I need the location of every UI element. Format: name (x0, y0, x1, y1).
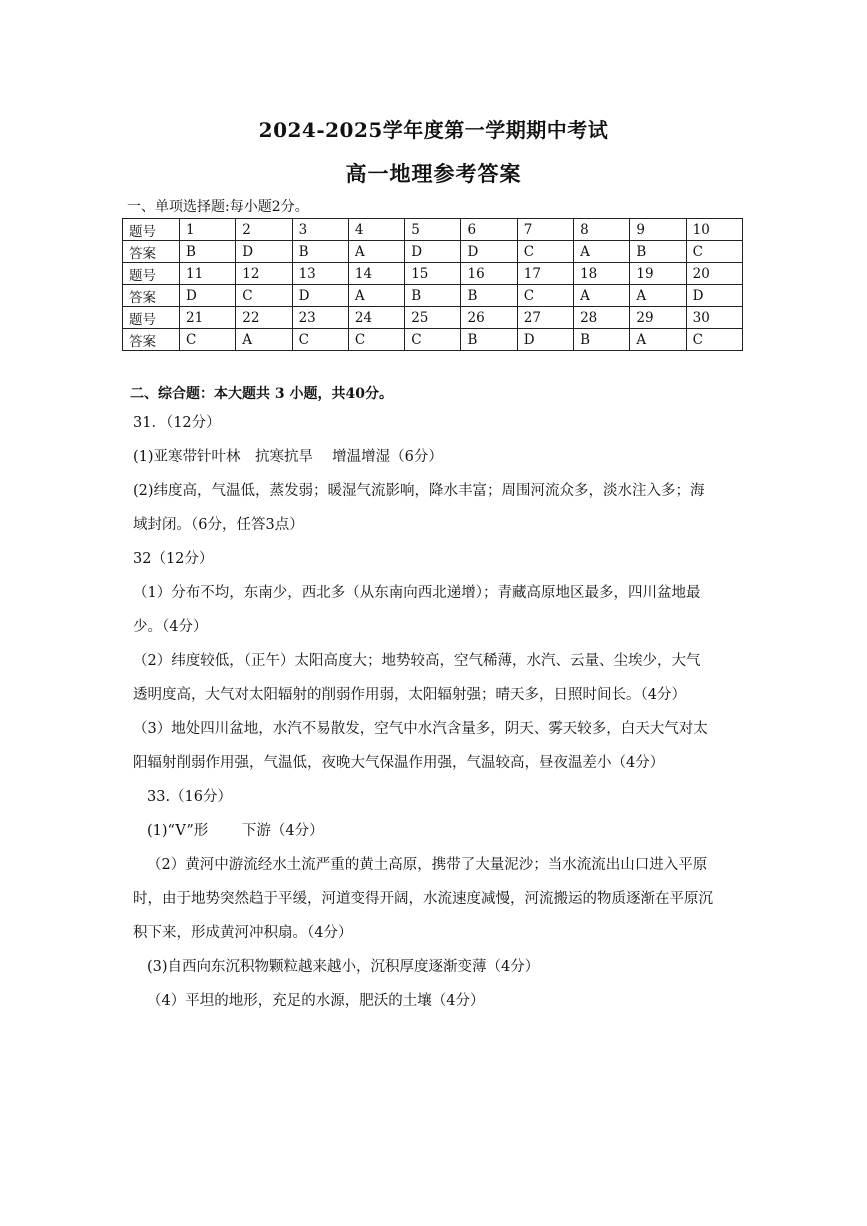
question-number-cell: 26 (461, 307, 517, 329)
answer-cell: B (180, 241, 236, 263)
answer-cell: B (630, 241, 686, 263)
q31-heading: 31．（12分） (133, 415, 221, 431)
page-subtitle: 高一地理参考答案 (345, 161, 522, 186)
question-number-cell: 2 (236, 219, 292, 241)
question-number-cell: 11 (180, 263, 236, 285)
answer-cell: A (348, 241, 404, 263)
answer-cell: A (574, 241, 630, 263)
question-number-cell: 8 (574, 219, 630, 241)
answer-row (123, 241, 743, 263)
question-number-cell: 6 (461, 219, 517, 241)
answer-cell: C (348, 329, 404, 351)
q32-answer-3-line2: 阳辐射削弱作用强，气温低，夜晚大气保温作用强，气温较高，昼夜温差小（4分） (133, 755, 665, 771)
page-title: 2024-2025学年度第一学期期中考试 (258, 118, 609, 142)
answer-row (123, 285, 743, 307)
q32-heading: 32（12分） (133, 551, 214, 567)
q32-answer-1-line2: 少。（4分） (133, 619, 208, 635)
answer-cell: D (405, 241, 461, 263)
question-number-cell: 15 (405, 263, 461, 285)
q33-answer-4: （4）平坦的地形，充足的水源，肥沃的土壤（4分） (147, 993, 485, 1009)
answer-cell: B (461, 329, 517, 351)
answer-cell: A (236, 329, 292, 351)
answer-cell: D (686, 285, 742, 307)
question-number-cell: 1 (180, 219, 236, 241)
answer-cell: D (180, 285, 236, 307)
answer-cell: A (574, 285, 630, 307)
answer-cell: D (236, 241, 292, 263)
row-label-answer: 答案 (123, 285, 180, 307)
answer-cell: C (686, 241, 742, 263)
answer-cell: C (517, 241, 573, 263)
row-label-number: 题号 (123, 263, 180, 285)
answer-cell: C (236, 285, 292, 307)
question-number-cell: 29 (630, 307, 686, 329)
question-number-cell: 9 (630, 219, 686, 241)
q32-answer-2-line1: （2）纬度较低，（正午）太阳高度大；地势较高，空气稀薄，水汽、云量、尘埃少，大气 (133, 653, 701, 669)
answer-cell: A (630, 329, 686, 351)
question-number-cell: 12 (236, 263, 292, 285)
question-number-cell: 17 (517, 263, 573, 285)
question-number-cell: 19 (630, 263, 686, 285)
row-label-number: 题号 (123, 307, 180, 329)
question-number-cell: 7 (517, 219, 573, 241)
answer-table (122, 218, 743, 351)
q32-answer-2-line2: 透明度高，大气对太阳辐射的削弱作用弱，太阳辐射强；晴天多，日照时间长。（4分） (133, 687, 686, 703)
q31-answer-2-line1: (2)纬度高，气温低，蒸发弱；暖湿气流影响，降水丰富；周围河流众多，淡水注入多；海 (133, 483, 705, 499)
answer-cell: A (348, 285, 404, 307)
answer-cell: B (405, 285, 461, 307)
answer-row (123, 329, 743, 351)
question-number-cell: 16 (461, 263, 517, 285)
section1-heading: 一、单项选择题:每小题2分。 (127, 199, 309, 215)
question-number-cell: 28 (574, 307, 630, 329)
q31-answer-2-line2: 域封闭。（6分，任答3点） (133, 517, 304, 533)
answer-cell: D (461, 241, 517, 263)
q33-heading: 33.（16分） (147, 789, 233, 805)
answer-cell: A (630, 285, 686, 307)
answer-cell: B (461, 285, 517, 307)
section2-heading: 二、综合题：本大题共 3 小题，共40分。 (130, 386, 393, 402)
question-number-cell: 30 (686, 307, 742, 329)
question-number-cell: 27 (517, 307, 573, 329)
q33-answer-1: (1)“V”形 下游（4分） (147, 823, 324, 839)
q33-answer-2-line2: 时，由于地势突然趋于平缓，河道变得开阔，水流速度减慢，河流搬运的物质逐渐在平原沉 (133, 891, 713, 907)
question-number-cell: 3 (292, 219, 348, 241)
answer-cell: C (405, 329, 461, 351)
question-number-row (123, 219, 743, 241)
question-number-cell: 13 (292, 263, 348, 285)
answer-cell: C (292, 329, 348, 351)
question-number-cell: 5 (405, 219, 461, 241)
question-number-cell: 18 (574, 263, 630, 285)
question-number-cell: 25 (405, 307, 461, 329)
q33-answer-3: (3)自西向东沉积物颗粒越来越小，沉积厚度逐渐变薄（4分） (147, 959, 540, 975)
question-number-cell: 4 (348, 219, 404, 241)
answer-cell: D (517, 329, 573, 351)
answer-cell: D (292, 285, 348, 307)
question-number-row (123, 307, 743, 329)
answer-cell: B (292, 241, 348, 263)
q32-answer-3-line1: （3）地处四川盆地，水汽不易散发，空气中水汽含量多，阴天、雾天较多，白天大气对太 (133, 721, 708, 737)
q32-answer-1-line1: （1）分布不均，东南少，西北多（从东南向西北递增）；青藏高原地区最多，四川盆地最 (133, 585, 701, 601)
answer-cell: B (574, 329, 630, 351)
question-number-cell: 22 (236, 307, 292, 329)
question-number-cell: 24 (348, 307, 404, 329)
question-number-cell: 10 (686, 219, 742, 241)
question-number-cell: 14 (348, 263, 404, 285)
row-label-answer: 答案 (123, 241, 180, 263)
question-number-cell: 20 (686, 263, 742, 285)
question-number-cell: 23 (292, 307, 348, 329)
answer-cell: C (517, 285, 573, 307)
answer-cell: C (180, 329, 236, 351)
answer-cell: C (686, 329, 742, 351)
q33-answer-2-line1: （2）黄河中游流经水土流严重的黄土高原，携带了大量泥沙；当水流流出山口进入平原 (147, 857, 708, 873)
question-number-cell: 21 (180, 307, 236, 329)
q31-answer-1: (1)亚寒带针叶林 抗寒抗旱 增温增湿（6分） (133, 449, 443, 465)
row-label-answer: 答案 (123, 329, 180, 351)
row-label-number: 题号 (123, 219, 180, 241)
q33-answer-2-line3: 积下来，形成黄河冲积扇。（4分） (133, 925, 353, 941)
question-number-row (123, 263, 743, 285)
